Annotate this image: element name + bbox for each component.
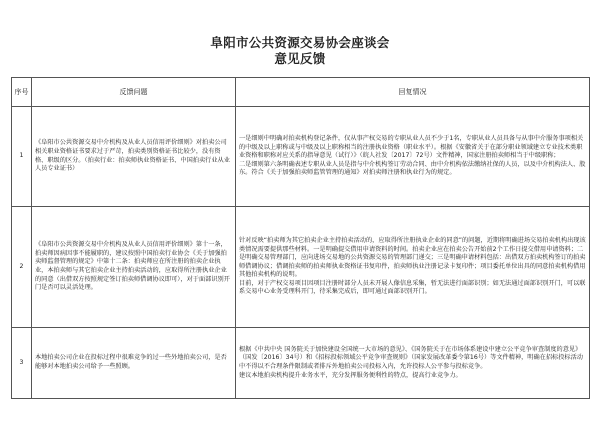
row-issue: 本地拍卖公司企业在投标过程中很难竞争的过一些外地拍卖公司，是否能够对本地拍卖公司给予一些照顾。 — [32, 328, 236, 399]
table-row — [12, 107, 590, 207]
row-number: 1 — [12, 107, 32, 207]
row-response — [236, 328, 590, 399]
response-paragraph: 根据《中共中央 国务院关于加快建设全国统一大市场的意见》、《国务院关于在市场体系建设中建立公平竞争审查制度的意见》（国发〔2016〕34号）和《招标投标领域公平竞争审查规则》（国家发展改革委令第16号）等文件精神，明确在招标投标活动中不得以不合理条件限制或者排斥外地拍卖公司投标入内，允许投标人公平参与投标竞争。 — [239, 345, 583, 370]
response-paragraph: 针对反映“拍卖师为其它拍卖企业主持拍卖活动的，应取得所注册执业企业的同意”的问题，近期将明确进场交易拍卖机构出现该类情况需要提供那些材料。一是明确提交借用申请资料的时间。拍卖企业应在拍卖公告开始前2个工作日提交借用申请资料；二是明确交易管理部门，应向进场交易地的公共资源交易的管理部门递交；三是明确申请材料包括：出借双方拍卖机构签订的拍卖师借调协议；借调拍卖师的拍卖师执业资格证书复印件，拍卖师执业注册记录卡复印件；项目委托单位出具的同意拍卖机构借用其他拍卖机构的说明。 — [239, 236, 586, 279]
row-number: 3 — [12, 328, 32, 399]
table-row — [12, 207, 590, 328]
feedback-table — [11, 77, 590, 399]
response-paragraph: 目前，对于产权交易项目因项目注册时部分人员未开展人像信息采集，暂无法进行面部识别；如无法通过面部识别开门，可以联系交易中心业务受理科开门，待采集完成后，即可通过面部识别开门。 — [239, 279, 586, 296]
response-paragraph: 建议本地拍卖机构提升业务水平，充分发挥服务便利性的特点，提高行业竞争力。 — [239, 371, 462, 379]
header-response: 回复情况 — [236, 78, 590, 107]
table-header-row — [12, 78, 590, 107]
header-issue: 反馈问题 — [32, 78, 236, 107]
document-title: 阜阳市公共资源交易协会座谈会 — [210, 35, 390, 50]
row-response — [236, 207, 590, 328]
row-response — [236, 107, 590, 207]
document-subtitle: 意见反馈 — [274, 51, 326, 66]
response-paragraph: 二是细则第六条明确表述专职从业人员是指与中介机构签订劳动合同、由中介机构依法缴纳社保的人员，以及中介机构法人、股东。符合《关于加强拍卖师监管管理的通知》对拍卖师注册和执业行为的规定。 — [239, 160, 586, 177]
row-issue: 《阜阳市公共资源交易中介机构及从业人员信用评价细则》第十一条，拍卖师因病因事不能履职的，建议按照中国拍卖行业协会《关于加强拍卖师监督管理的规定》中第十二条：拍卖师应在所注册的拍卖企业执业，本拍卖师与其它拍卖企业主持拍卖活动的，应取得所注册执业企业的同意（出借双方按照规定签订拍卖师借调协议即可），对于面部识别开门是否可以灵活处理。 — [32, 207, 236, 328]
header-number: 序号 — [12, 78, 32, 107]
row-issue: 《阜阳市公共资源交易中介机构及从业人员信用评价细则》对拍卖公司相关职业资格证书要求过于严苛，拍卖类别资格证书比较少，没有资格、职级的区分。（拍卖行业：拍卖师执业资格证书、中国拍卖行业从业人员专业证书） — [32, 107, 236, 207]
table-row — [12, 328, 590, 399]
response-paragraph: 一是细则中明确对拍卖机构登记条件，仅从事产权交易的专职从业人员不少于1名，专职从业人员具备与从事中介服务事项相关的中级及以上职称或与中级及以上职称相当的注册执业资格（职业水平）。根据《安徽省关于在部分职业领域建立专业技术类职业资格和职称对应关系的指导意见（试行）》（皖人社发〔2017〕72号）文件精神，国家注册拍卖师相当于中级职称； — [239, 135, 584, 160]
row-number: 2 — [12, 207, 32, 328]
